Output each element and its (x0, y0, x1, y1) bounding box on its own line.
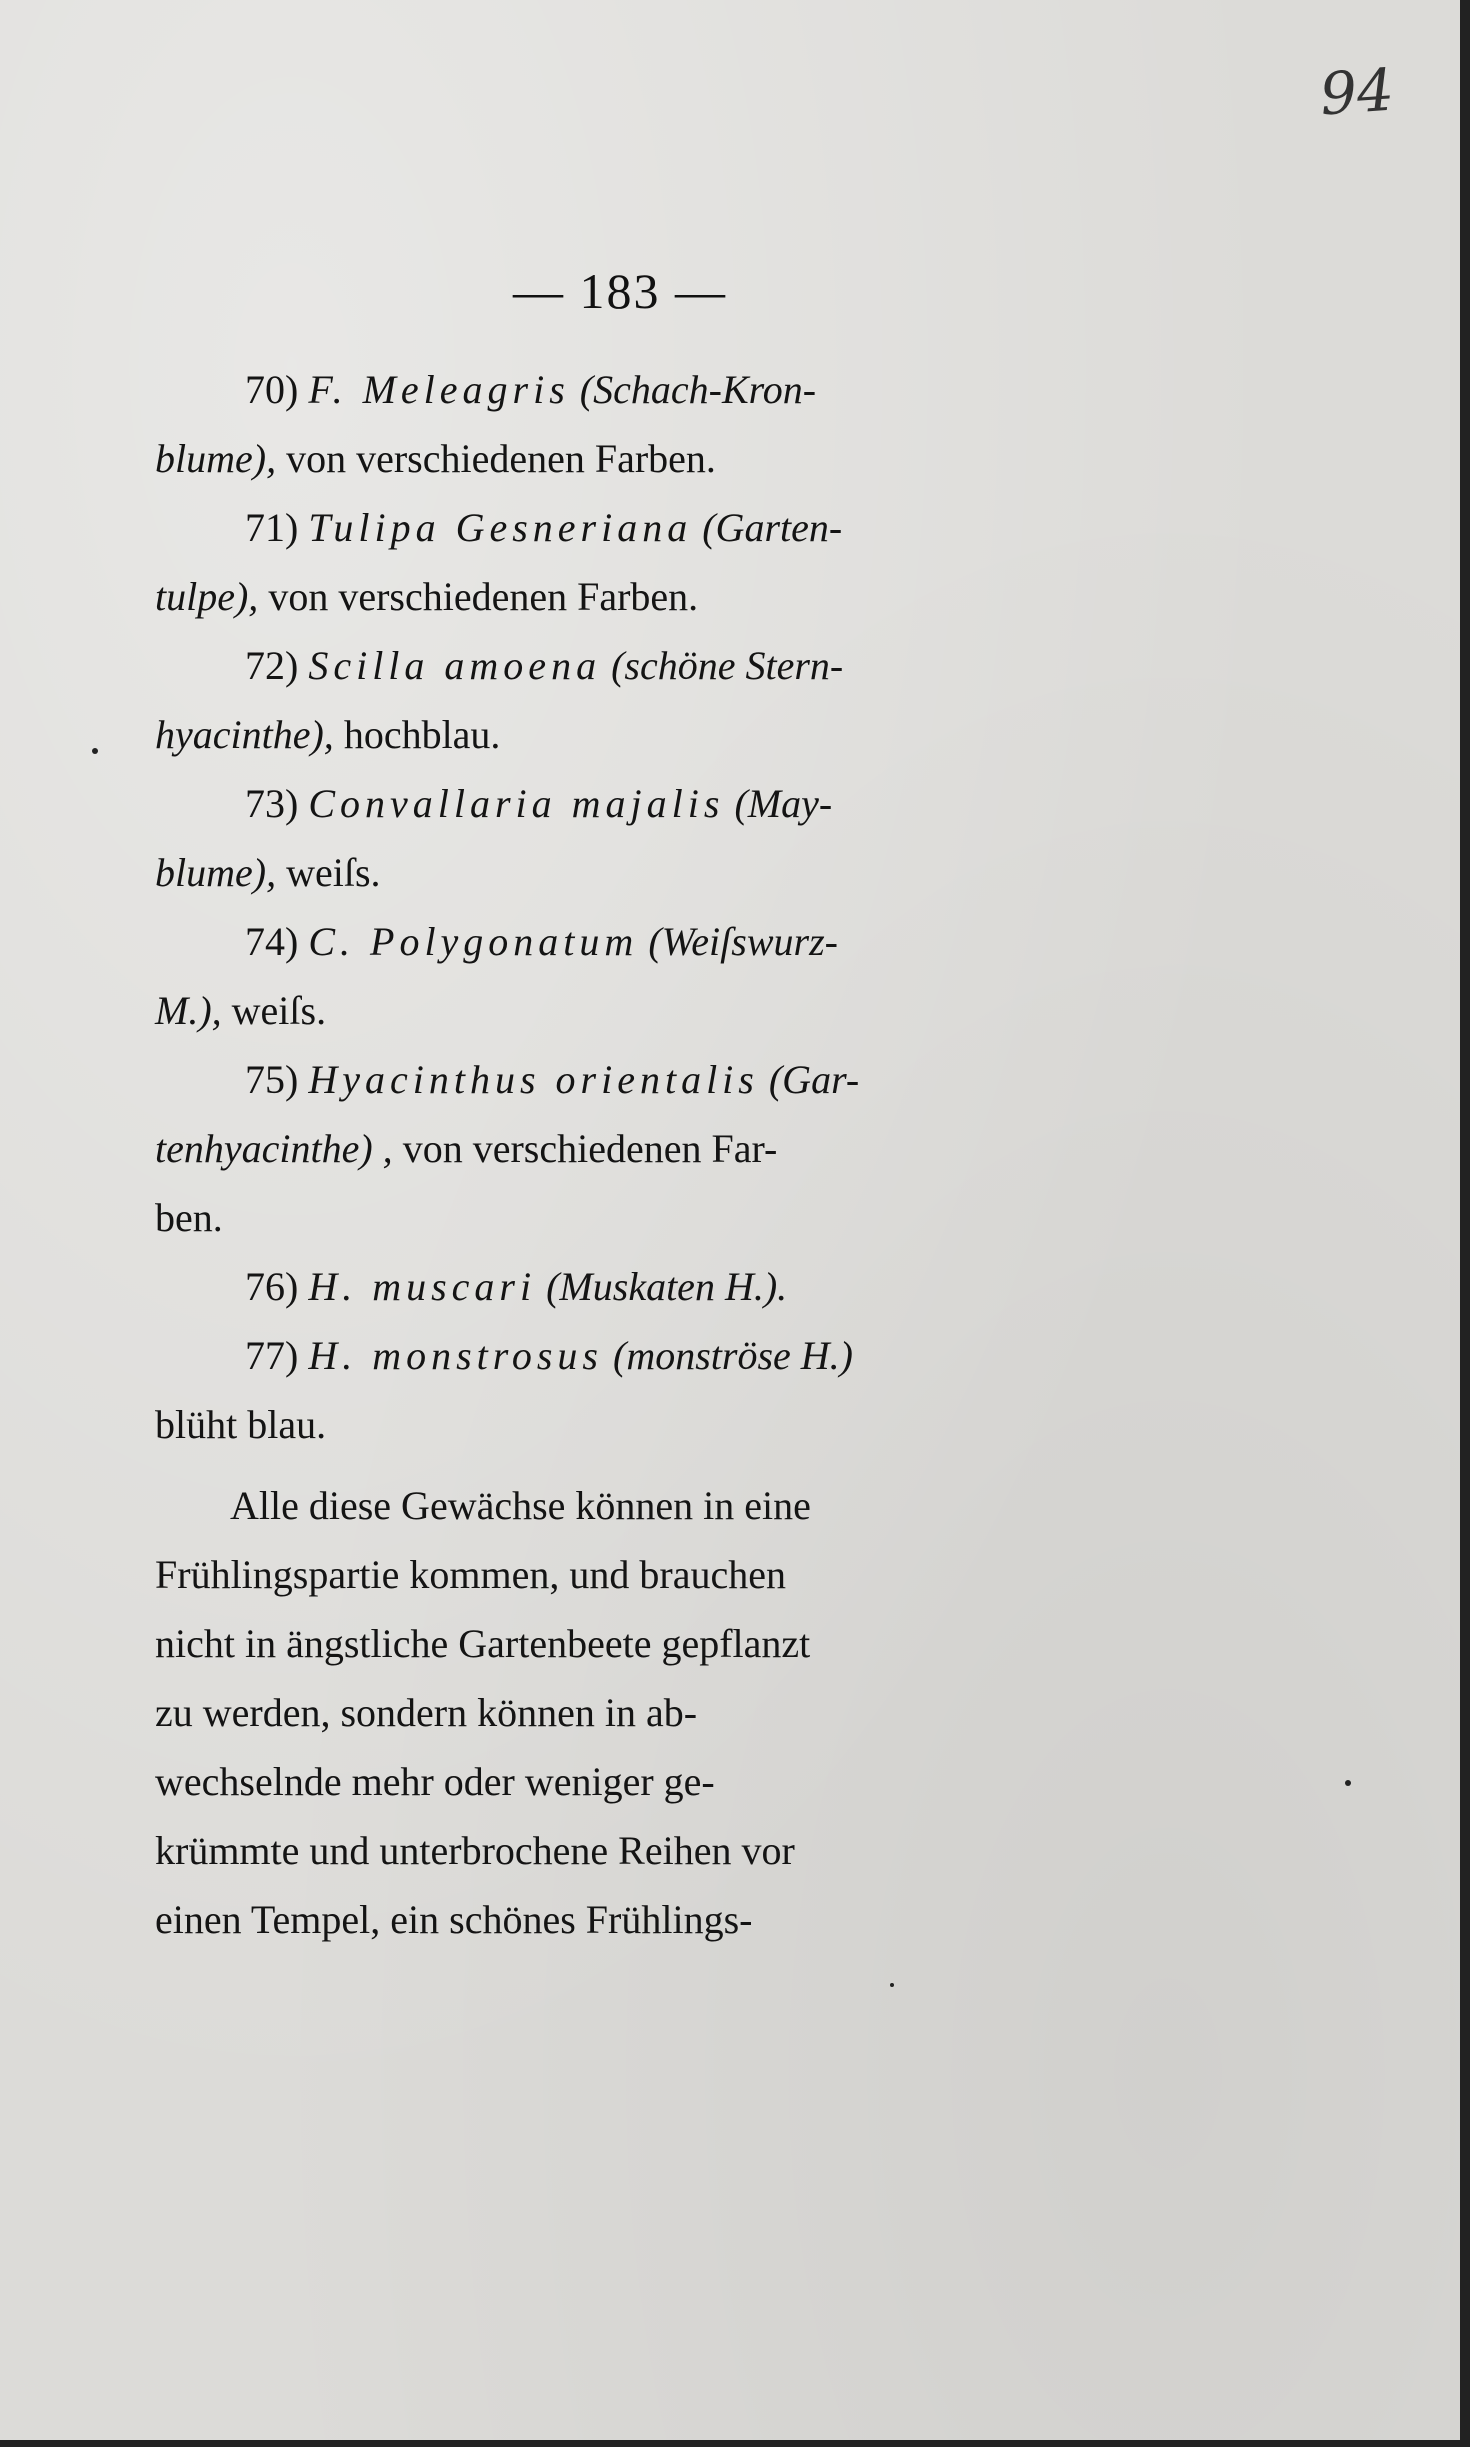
ink-speck (1345, 1780, 1351, 1786)
entry-number: 75) (245, 1057, 299, 1102)
common-name-end: blume), (155, 436, 277, 481)
paragraph-line: nicht in ängstliche Gartenbeete gepflanzt (155, 1621, 811, 1666)
common-name: (Weiſswurz- (648, 919, 838, 964)
page-text (155, 355, 1045, 1954)
paragraph-line: Alle diese Gewächse können in eine (230, 1483, 811, 1528)
entry-first-line (155, 1045, 1045, 1114)
common-name: (May- (734, 781, 833, 826)
latin-name: Hyacinthus orientalis (308, 1057, 759, 1102)
entry-description: hochblau. (333, 712, 501, 757)
paragraph-line: Frühlingspartie kommen, und brauchen (155, 1552, 786, 1597)
entry-first-line (155, 769, 1045, 838)
plant-entry-74 (155, 907, 1045, 1045)
entry-first-line (155, 355, 1045, 424)
paragraph-line: zu werden, sondern können in ab- (155, 1690, 698, 1735)
plant-entry-73 (155, 769, 1045, 907)
entry-number: 74) (245, 919, 299, 964)
plant-entry-70 (155, 355, 1045, 493)
entry-continuation-line (155, 700, 1045, 769)
common-name: (monströse H.) (613, 1333, 853, 1378)
plant-entry-72 (155, 631, 1045, 769)
latin-name: C. Polygonatum (308, 919, 639, 964)
latin-name: H. muscari (308, 1264, 537, 1309)
plant-entry-71 (155, 493, 1045, 631)
common-name-end: M.), (155, 988, 222, 1033)
ink-speck (92, 748, 98, 754)
latin-name: Tulipa Gesneriana (308, 505, 693, 550)
entry-continuation-line (155, 1183, 1045, 1252)
latin-name: F. Meleagris (308, 367, 570, 412)
common-name-end: hyacinthe), (155, 712, 334, 757)
entry-continuation-line (155, 562, 1045, 631)
ink-speck (890, 1983, 894, 1987)
latin-name: Convallaria majalis (308, 781, 725, 826)
entry-description: von verschiedenen Farben. (276, 436, 716, 481)
entry-description: weiſs. (221, 988, 327, 1033)
common-name-end: blume), (155, 850, 277, 895)
entry-continuation-line (155, 976, 1045, 1045)
entry-description: blüht blau. (155, 1402, 327, 1447)
entry-continuation-line (155, 424, 1045, 493)
entry-number: 77) (245, 1333, 299, 1378)
scan-edge-bottom (0, 2440, 1470, 2447)
common-name: (Garten- (702, 505, 843, 550)
entry-first-line (155, 1252, 1045, 1321)
entry-description: ben. (155, 1195, 223, 1240)
common-name: (Gar- (768, 1057, 860, 1102)
entry-continuation-line (155, 1114, 1045, 1183)
common-name-end: tulpe), (155, 574, 259, 619)
folio-number: 94 (1317, 55, 1397, 129)
plant-entry-75 (155, 1045, 1045, 1252)
paragraph-line: einen Tempel, ein schönes Frühlings- (155, 1897, 753, 1942)
common-name: (schöne Stern- (611, 643, 844, 688)
entry-first-line (155, 907, 1045, 976)
paragraph-line: krümmte und unterbrochene Reihen vor (155, 1828, 795, 1873)
plant-entry-76 (155, 1252, 1045, 1321)
entry-number: 76) (245, 1264, 299, 1309)
entry-first-line (155, 631, 1045, 700)
common-name: (Schach-Kron- (579, 367, 817, 412)
entry-description: von verschiedenen Far- (402, 1126, 778, 1171)
common-name: (Muskaten H.). (546, 1264, 788, 1309)
plant-entry-77 (155, 1321, 1045, 1459)
closing-paragraph (155, 1471, 1045, 1954)
scan-edge-right (1460, 0, 1470, 2447)
latin-name: H. monstrosus (308, 1333, 603, 1378)
common-name-end: tenhyacinthe) , (155, 1126, 393, 1171)
entry-number: 73) (245, 781, 299, 826)
page-number: — 183 — (513, 263, 727, 319)
entry-continuation-line (155, 838, 1045, 907)
entry-number: 71) (245, 505, 299, 550)
entry-number: 72) (245, 643, 299, 688)
entry-continuation-line (155, 1390, 1045, 1459)
entry-number: 70) (245, 367, 299, 412)
entry-description: von verschiedenen Farben. (258, 574, 699, 619)
latin-name: Scilla amoena (308, 643, 602, 688)
entry-first-line (155, 1321, 1045, 1390)
entry-first-line (155, 493, 1045, 562)
entry-description: weiſs. (276, 850, 381, 895)
paragraph-line: wechselnde mehr oder weniger ge- (155, 1759, 715, 1804)
